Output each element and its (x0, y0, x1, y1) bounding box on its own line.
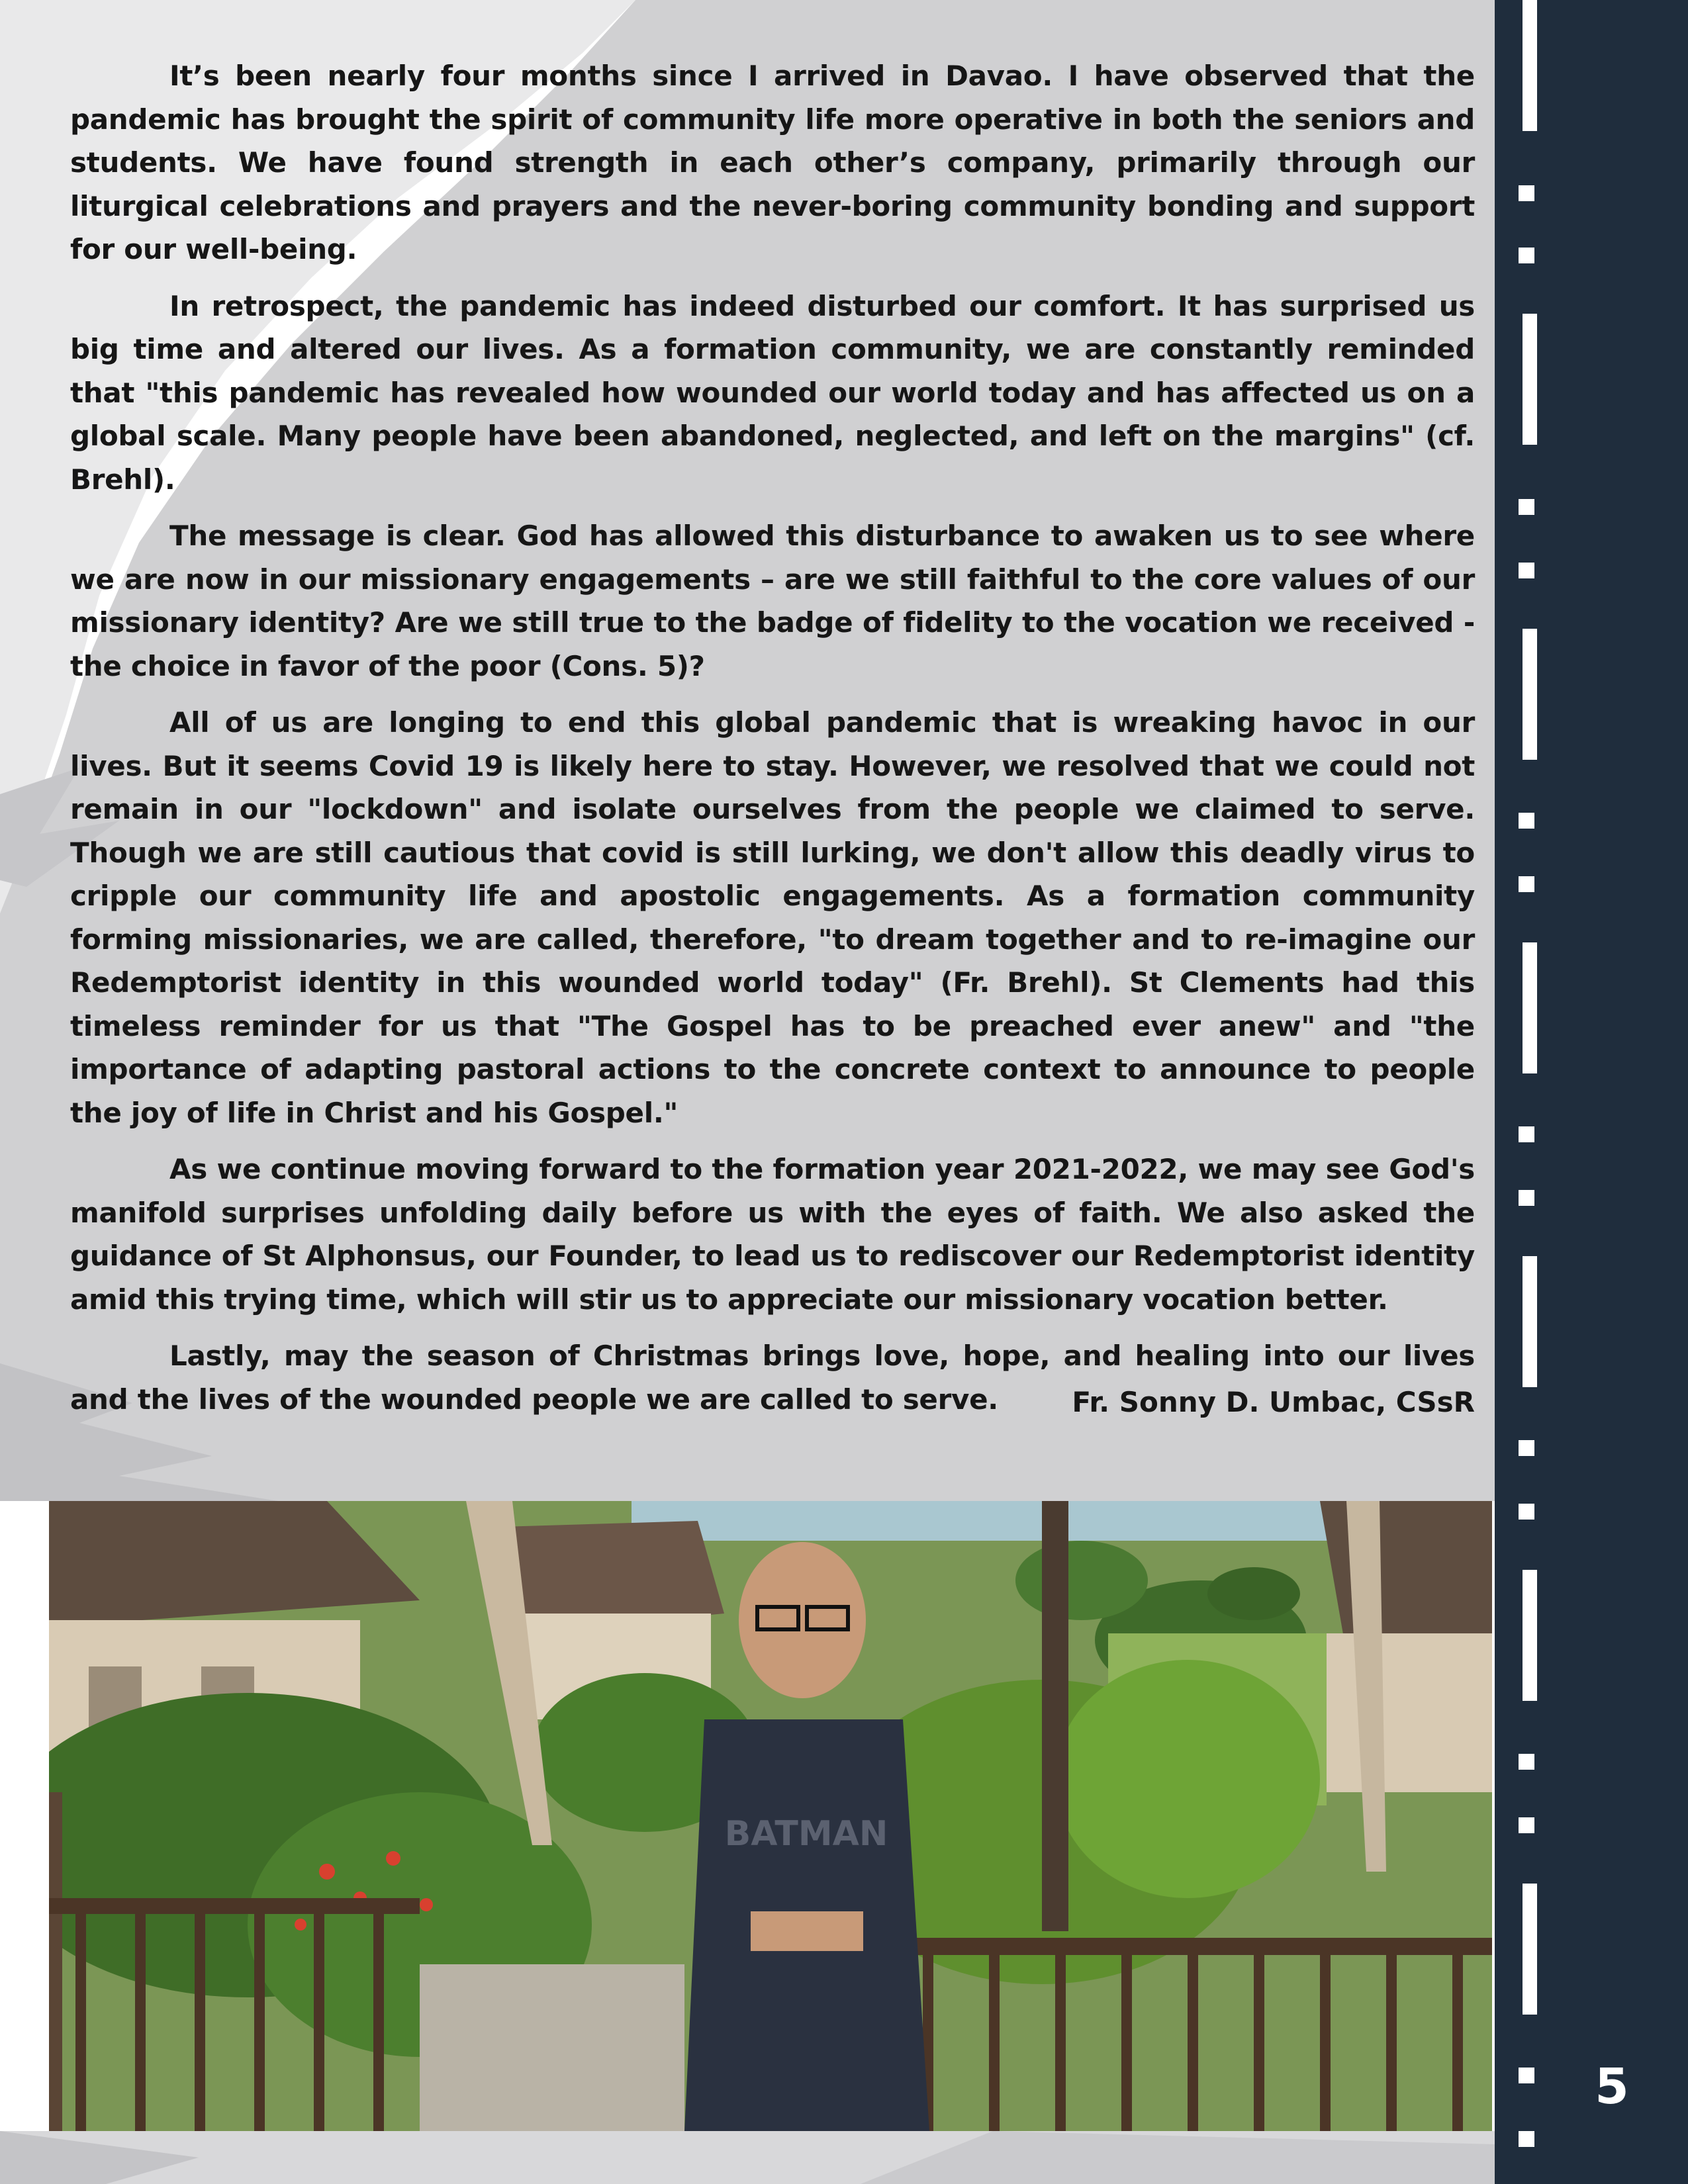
page-number: 5 (1595, 2058, 1629, 2115)
article-paragraph: Lastly, may the season of Christmas brings love, hope, and healing into our lives and the lives of the wounded people we are called to serve. (70, 1340, 1475, 1416)
sidebar-dash (1523, 1570, 1537, 1701)
sidebar-dash (1523, 942, 1537, 1073)
sidebar-dash (1523, 1256, 1537, 1387)
sidebar-dot (1519, 876, 1534, 892)
sidebar-dot (1519, 1440, 1534, 1456)
sidebar-dash (1523, 629, 1537, 760)
author-photo (49, 1501, 1492, 2131)
sidebar-dash (1523, 314, 1537, 445)
sidebar-dot (1519, 1126, 1534, 1142)
sidebar-dot (1519, 1190, 1534, 1206)
article-paragraph: It’s been nearly four months since I arrived in Davao. I have observed that the pandemic has brought the spirit of community life more operative in both the seniors and students. We have found strength in each other’s company, primarily through our liturgical celebrations and prayers and the never-boring community bonding and support for our well-being. (70, 60, 1475, 265)
article-paragraph: As we continue moving forward to the formation year 2021-2022, we may see God's manifold surprises unfolding daily before us with the eyes of faith. We also asked the guidance of St Alphonsus, our Founder, to lead us to rediscover our Redemptorist identity amid this trying time, which will stir us to appreciate our missionary vocation better. (70, 1153, 1475, 1316)
sidebar-dot (1519, 813, 1534, 829)
sidebar-dash (1523, 0, 1537, 131)
sidebar-dot (1519, 185, 1534, 201)
sidebar-dot (1519, 1754, 1534, 1770)
article-paragraph: All of us are longing to end this global pandemic that is wreaking havoc in our lives. But it seems Covid 19 is likely here to stay. However, we resolved that we could not remain in our "lockdown" and isolate ourselves from the people we claimed to serve. Though we are still cautious that covid is still lurking, we don't allow this deadly virus to cripple our community life and apostolic engagements. As a formation community forming missionaries, we are called, therefore, "to dream together and to re-imagine our Redemptorist identity in this wounded world today" (Fr. Brehl). St Clements had this timeless reminder for us that "The Gospel has to be preached ever anew" and "the importance of adapting pastoral actions to the concrete context to announce to people the joy of life in Christ and his Gospel." (70, 706, 1475, 1129)
article-body (70, 54, 1475, 1434)
sidebar-dot (1519, 1817, 1534, 1833)
sidebar-dot (1519, 563, 1534, 578)
sidebar-dot (1519, 248, 1534, 263)
sidebar-dot (1519, 499, 1534, 515)
article-paragraph: In retrospect, the pandemic has indeed disturbed our comfort. It has surprised us big time and altered our lives. As a formation community, we are constantly reminded that "this pandemic has revealed how wounded our world today and has affected us on a global scale. Many people have been abandoned, neglected, and left on the margins" (cf. Brehl). (70, 289, 1475, 496)
article-paragraph: The message is clear. God has allowed this disturbance to awaken us to see where we are now in our missionary engagements – are we still faithful to the core values of our missionary identity? Are we still true to the badge of fidelity to the vocation we received - the choice in favor of the poor (Cons. 5)? (70, 520, 1475, 682)
sidebar-dot (1519, 2068, 1534, 2083)
sidebar-dot (1519, 1504, 1534, 1520)
author-signature: Fr. Sonny D. Umbac, CSsR (1072, 1386, 1475, 1418)
sidebar-dash (1523, 1884, 1537, 2015)
shirt-print: BATMAN (724, 1814, 888, 1854)
sidebar-dot (1519, 2131, 1534, 2147)
